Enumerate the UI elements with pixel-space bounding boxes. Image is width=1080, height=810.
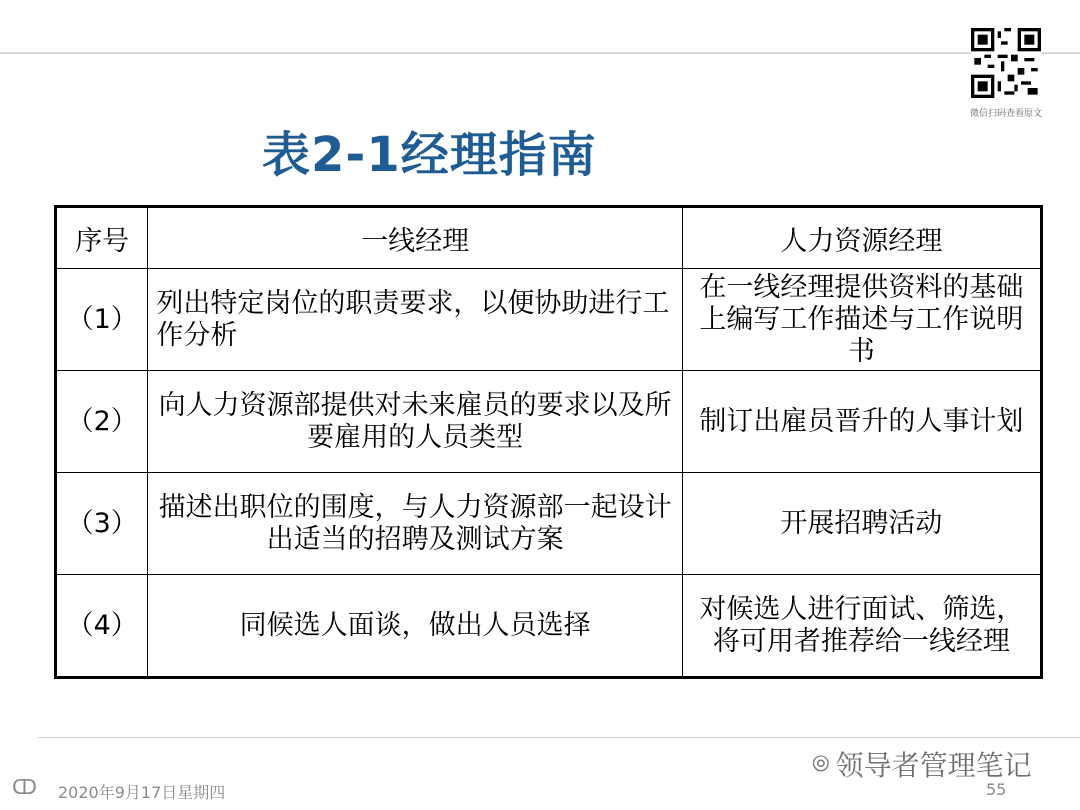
qr-code-block — [966, 28, 1046, 119]
header-line-manager: 一线经理 — [148, 207, 682, 269]
footer-date: 2020年9月17日星期四 — [58, 783, 226, 802]
qr-caption: 微信扫码查看原文 — [969, 109, 1042, 119]
page-title: 表2-1经理指南 — [262, 127, 597, 183]
hr-manager-cell: 在一线经理提供资料的基础上编写工作描述与工作说明书 — [682, 269, 1041, 371]
page-number: 55 — [986, 780, 1007, 799]
row-number: （1） — [56, 269, 148, 371]
top-divider — [0, 52, 1080, 54]
table-header-row — [56, 207, 1042, 269]
bottom-divider — [38, 737, 1080, 738]
line-manager-cell: 向人力资源部提供对未来雇员的要求以及所要雇用的人员类型 — [148, 371, 682, 473]
hr-manager-cell: 对候选人进行面试、筛选，将可用者推荐给一线经理 — [682, 575, 1041, 678]
row-number: （2） — [56, 371, 148, 473]
row-number: （3） — [56, 473, 148, 575]
header-number: 序号 — [56, 207, 148, 269]
manager-guide-table — [54, 205, 1043, 679]
hr-manager-cell: 制订出雇员晋升的人事计划 — [682, 371, 1041, 473]
watermark — [812, 744, 1032, 784]
line-manager-cell: 描述出职位的围度，与人力资源部一起设计出适当的招聘及测试方案 — [148, 473, 682, 575]
footer-logo-icon: ↀ — [12, 775, 37, 799]
line-manager-cell: 同候选人面谈，做出人员选择 — [148, 575, 682, 678]
row-number: （4） — [56, 575, 148, 678]
table-row — [56, 575, 1042, 678]
wechat-icon: ⦾ — [812, 751, 830, 777]
line-manager-cell: 列出特定岗位的职责要求，以便协助进行工作分析 — [148, 269, 682, 371]
table-row — [56, 269, 1042, 371]
qr-code-icon — [971, 28, 1041, 98]
header-hr-manager: 人力资源经理 — [682, 207, 1041, 269]
table-row — [56, 371, 1042, 473]
watermark-text: 领导者管理笔记 — [835, 749, 1032, 782]
hr-manager-cell: 开展招聘活动 — [682, 473, 1041, 575]
table-row — [56, 473, 1042, 575]
